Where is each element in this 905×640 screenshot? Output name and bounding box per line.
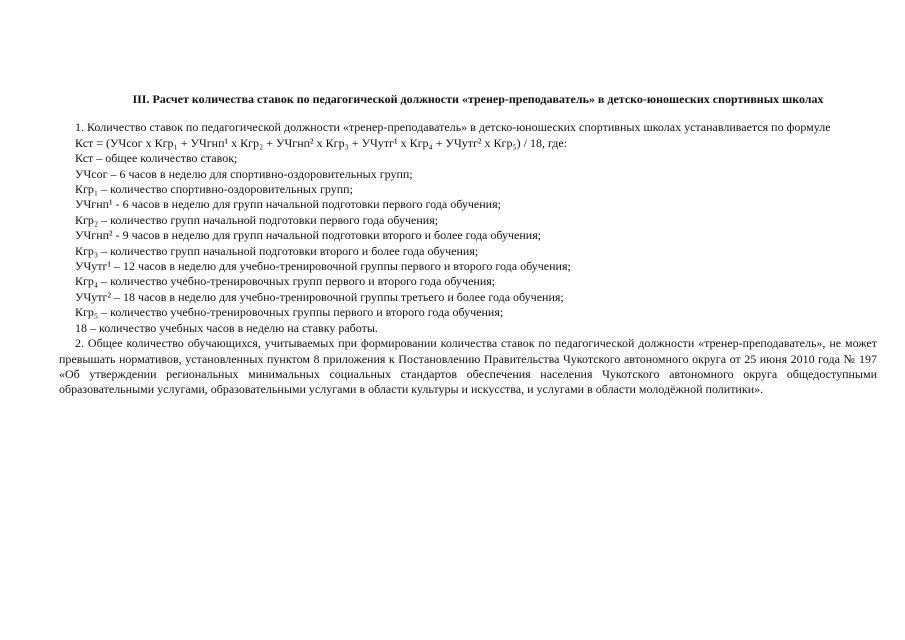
definition-line: Кст – общее количество ставок; (75, 151, 238, 166)
definition-line: Кгр₃ – количество групп начальной подготовки второго и более года обучения; (75, 243, 479, 258)
formula-line: Кст = (УЧсог х Кгр₁ + УЧгнп¹ х Кгр₂ + УЧгнп² х Кгр₃ + УЧутг¹ х Кгр₄ + УЧутг² х Кгр₅) / 18, где: (75, 135, 568, 150)
definition-line: Кгр₁ – количество спортивно-оздоровительных групп; (75, 182, 353, 197)
definition-line: Кгр₄ – количество учебно-тренировочных групп первого и второго года обучения; (75, 274, 496, 289)
definition-line: 18 – количество учебных часов в неделю на ставку работы. (75, 320, 378, 335)
definition-line: УЧгнп¹ - 6 часов в неделю для групп начальной подготовки первого года обучения; (75, 197, 501, 212)
section-title: III. Расчет количества ставок по педагогической должности «тренер-преподаватель» в детско-юношеских спортивных школах (132, 92, 824, 106)
definition-line: Кгр₅ – количество учебно-тренировочных группы первого и второго года обучения; (75, 305, 504, 320)
definition-line: УЧгнп² - 9 часов в неделю для групп начальной подготовки второго и более года обучения; (75, 228, 542, 243)
definition-line: УЧутг¹ – 12 часов в неделю для учебно-тренировочной группы первого и второго года обучения; (75, 259, 571, 274)
document-body (59, 92, 877, 398)
paragraph-1: 1. Количество ставок по педагогической должности «тренер-преподаватель» в детско-юношеских спортивных школах устанавливается по формуле (75, 120, 831, 135)
definition-line: УЧутг² – 18 часов в неделю для учебно-тренировочной группы третьего и более года обучения; (75, 289, 564, 304)
definition-line: Кгр₂ – количество групп начальной подготовки первого года обучения; (75, 212, 439, 227)
definition-line: УЧсог – 6 часов в неделю для спортивно-оздоровительных групп; (75, 166, 413, 181)
paragraph-2: 2. Общее количество обучающихся, учитываемых при формировании количества ставок по педагогической должности «тренер-преподаватель», не может превышать нормативов, установленных пунктом 8 приложения к Постановлению Правительства Чукотского автономного округа от 25 июня 2010 года № 197 «Об утверждении региональных минимальных социальных стандартов обеспечения населения Чукотского автономного округа общедоступными образовательными услугами, образовательными услугами в области культуры и искусства, и услугами в области молодёжной политики». (59, 336, 877, 397)
